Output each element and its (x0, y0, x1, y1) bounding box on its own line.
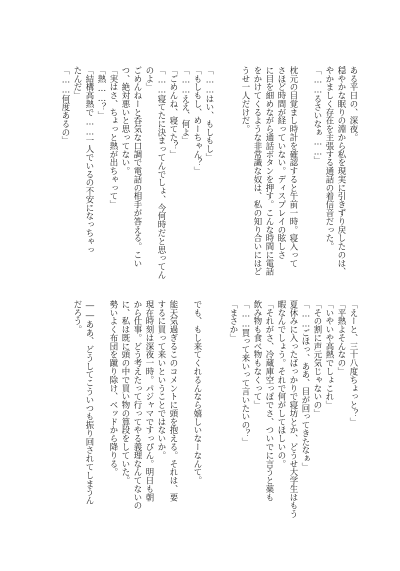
upper-text-line: 「……はい、もしもし」 (205, 66, 215, 162)
lower-text-line: 「まさか」 (229, 300, 239, 342)
upper-text-line: さほど時間が経っていない。ディスプレイの眩しさ (277, 66, 287, 259)
upper-text-line: 「……るさいなぁ……」 (313, 66, 323, 165)
lower-text-line: 「その割に声元気じゃないの」 (313, 300, 323, 418)
lower-text-line: 現在時刻は深夜一時。パジャマですっぴん。明日も朝 (145, 300, 155, 502)
lower-text-line: だろう。 (73, 300, 83, 334)
upper-text-line: たんだ」 (73, 66, 83, 100)
upper-text-line: 「結構高熱で……一人でいるの不安になっちゃっ (85, 66, 95, 254)
upper-text-line: 「……何度あるの」 (61, 66, 71, 145)
upper-text-line: に目を細めながら通話ボタンを押す。こんな時間に電話 (265, 66, 275, 276)
lower-text-line: 能天気過ぎるこのコメントに頭を抱える。それは、要 (169, 300, 179, 502)
upper-text-line: 「……ええ、何よ」 (181, 66, 191, 145)
upper-text-line (228, 66, 240, 289)
lower-text-line: 夏休みに入ったばっかりで寝坊とか、どうせ大学生はもう (289, 300, 299, 519)
lower-text-line: ――ああ、どうしてこういつも振り回されてしまうん (85, 300, 95, 505)
upper-text-line (216, 66, 228, 289)
lower-text-line: 「……買って来いって言いたいの？」 (241, 300, 251, 446)
lower-text-line (180, 300, 192, 520)
lower-text-line: に、私は既に頭の中で買い物の算段をしていた。 (121, 300, 131, 485)
lower-text-line: 勢いよく布団を蹴り除け、ベッドから降りる。 (109, 300, 119, 477)
lower-text-line (96, 300, 108, 520)
upper-text-line (300, 66, 312, 289)
lower-text-line: 暇なんでしょう。それで何がしてほしいの。 (277, 300, 287, 468)
upper-text-line: 「ごめんね、寝てた？」 (169, 66, 179, 159)
lower-text-line: 「それがさ、冷蔵庫空っぽでさ、ついでに言うと薬も (265, 300, 275, 502)
lower-text-line (216, 300, 228, 520)
lower-text-line: 「平熱よそんなの」 (337, 300, 347, 376)
upper-text-line: やかましく存在を主張する通話の着信音だった。 (325, 66, 335, 251)
upper-text-line: をかけてくるような非常識な奴は、私の知り合いにはど (253, 66, 263, 276)
lower-text-line: から仕事。どう考えたって行ってやる義理なんてないの (133, 300, 143, 510)
upper-text-line: のよ」 (145, 66, 155, 92)
lower-text-line (204, 300, 216, 520)
upper-text-line: ある平日の、深夜。 (349, 66, 359, 142)
upper-text-line: ごめんねーと呑気な口調で電話の相手が答える。こい (133, 66, 143, 268)
lower-text-line: 「いやいや高熱でしょこれ」 (325, 300, 335, 410)
upper-text-line: 穏やかな眠りの淵から私を現実に引きずり戻したのは、 (337, 66, 347, 276)
lower-text-line: するに買って来いということではないか。 (157, 300, 167, 460)
lower-text-line: 飲み物も食べ物もなくって」 (253, 300, 263, 410)
upper-text-line: 「もしもし、めーちゃん？」 (193, 66, 203, 176)
text-block-upper (35, 66, 360, 289)
upper-text-line: 「……寝てたに決まってんでしょ、今何時だと思ってん (157, 66, 167, 279)
lower-text-line: 「えーと、三十八度ちょっと？」 (349, 300, 359, 426)
upper-text-line: 「実はさ、ちょっと熱が出ちゃって」 (109, 66, 119, 209)
text-block-lower (35, 300, 360, 520)
upper-text-line: うせ一人だけだ。 (241, 66, 251, 134)
upper-text-line: 枕元の目覚まし時計を確認すると午前一時。寝入って (289, 66, 299, 268)
lower-text-line: 「……ごほっ、ああ、目が回ってきたなぁ」 (301, 300, 311, 472)
upper-text-line: 「熱……？」 (97, 66, 107, 120)
lower-text-line: でも、もし来てくれるんなら嬉しいなーなんて。 (193, 300, 203, 485)
upper-text-line: つ、絶対悪いと思ってない。 (121, 66, 131, 176)
